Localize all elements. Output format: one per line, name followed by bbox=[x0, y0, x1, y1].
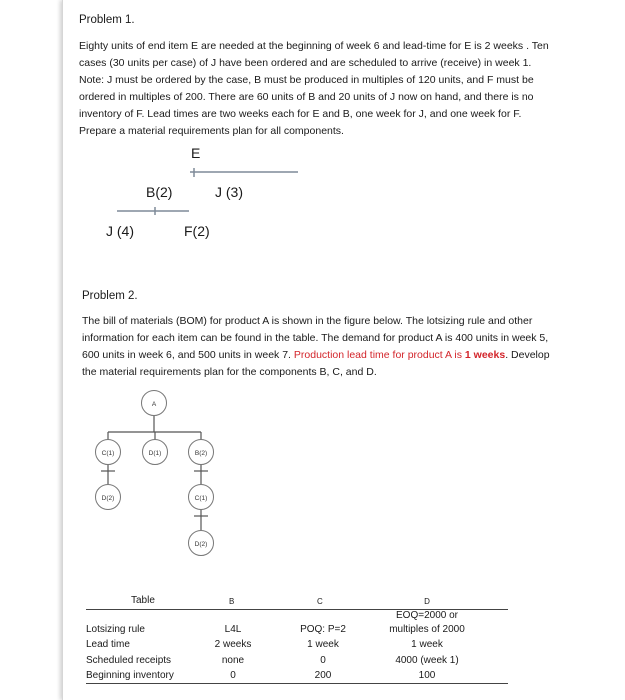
table-c-inventory: 200 bbox=[314, 670, 332, 681]
table-row-label-leadtime: Lead time bbox=[86, 639, 130, 650]
tree-node-e: E bbox=[191, 145, 201, 161]
table-bottom-rule bbox=[86, 683, 508, 684]
document-page bbox=[62, 0, 625, 700]
table-d-eoq-line1: EOQ=2000 or bbox=[396, 610, 458, 621]
table-title: Table bbox=[131, 595, 155, 606]
problem1-title: Problem 1. bbox=[79, 14, 135, 26]
table-c-lotsizing: POQ: P=2 bbox=[300, 624, 346, 635]
table-d-eoq-line2: multiples of 2000 bbox=[389, 624, 465, 635]
table-b-scheduled: none bbox=[221, 655, 245, 666]
table-col-b-header: B bbox=[229, 597, 235, 606]
lotsizing-table bbox=[88, 595, 513, 690]
problem2-lead-time-highlight: Production lead time for product A is bbox=[293, 349, 465, 361]
table-d-leadtime: 1 week bbox=[411, 639, 443, 650]
table-c-scheduled: 0 bbox=[320, 655, 326, 666]
table-b-leadtime: 2 weeks bbox=[214, 639, 252, 650]
table-b-lotsizing: L4L bbox=[224, 624, 242, 635]
bom-node-c1-mid: C(1) bbox=[194, 495, 208, 502]
problem2-paragraph-part1: The bill of materials (BOM) for product A is shown in the figure below. The lotsizing rule and other information for each item can be found in the table. The demand for product A is 400 units in week 5, 600 units in week 6, and 500 units in week 7. bbox=[82, 315, 549, 361]
table-row-label-scheduled: Scheduled receipts bbox=[86, 655, 172, 666]
table-c-leadtime: 1 week bbox=[307, 639, 339, 650]
tree-node-b: B(2) bbox=[146, 184, 173, 200]
tree-node-j3: J (3) bbox=[215, 184, 243, 200]
problem1-paragraph: Eighty units of end item E are needed at the beginning of week 6 and lead-time for E is 2 weeks . Ten cases (30 units per case) of J have been ordered and are scheduled to arrive (receive) in week 1. Note: J must be ordered by the case, B must be produced in multiples of 120 units, and F must be ordered in multiples of 200. There are 60 units of B and 20 units of J now on hand, and there is no inventory of F. Lead times are two weeks each for E and B, one week for J, and one week for F. Prepare a material requirements plan for all components. bbox=[79, 40, 549, 137]
table-row-label-lotsizing: Lotsizing rule bbox=[86, 624, 145, 635]
problem2-title: Problem 2. bbox=[82, 290, 138, 302]
table-d-inventory: 100 bbox=[418, 670, 436, 681]
tree-node-j4: J (4) bbox=[106, 223, 134, 239]
table-col-c-header: C bbox=[317, 597, 323, 606]
bom-node-d2-left: D(2) bbox=[101, 495, 115, 502]
table-row-label-inventory: Beginning inventory bbox=[86, 670, 174, 681]
table-d-scheduled: 4000 (week 1) bbox=[395, 655, 459, 666]
problem2-lead-time-value: 1 weeks bbox=[464, 349, 506, 361]
tree-node-f: F(2) bbox=[184, 223, 210, 239]
table-col-d-header: D bbox=[424, 597, 430, 606]
bom-node-d2-bottom: D(2) bbox=[194, 541, 208, 548]
table-b-inventory: 0 bbox=[230, 670, 236, 681]
bom-node-b2: B(2) bbox=[194, 450, 208, 457]
problem2-paragraph-part2: . Develop the material requirements plan for the components B, C, and D. bbox=[82, 349, 550, 378]
bom-node-a: A bbox=[151, 401, 157, 408]
bom-node-d1: D(1) bbox=[148, 450, 162, 457]
bom-node-c1: C(1) bbox=[101, 450, 115, 457]
